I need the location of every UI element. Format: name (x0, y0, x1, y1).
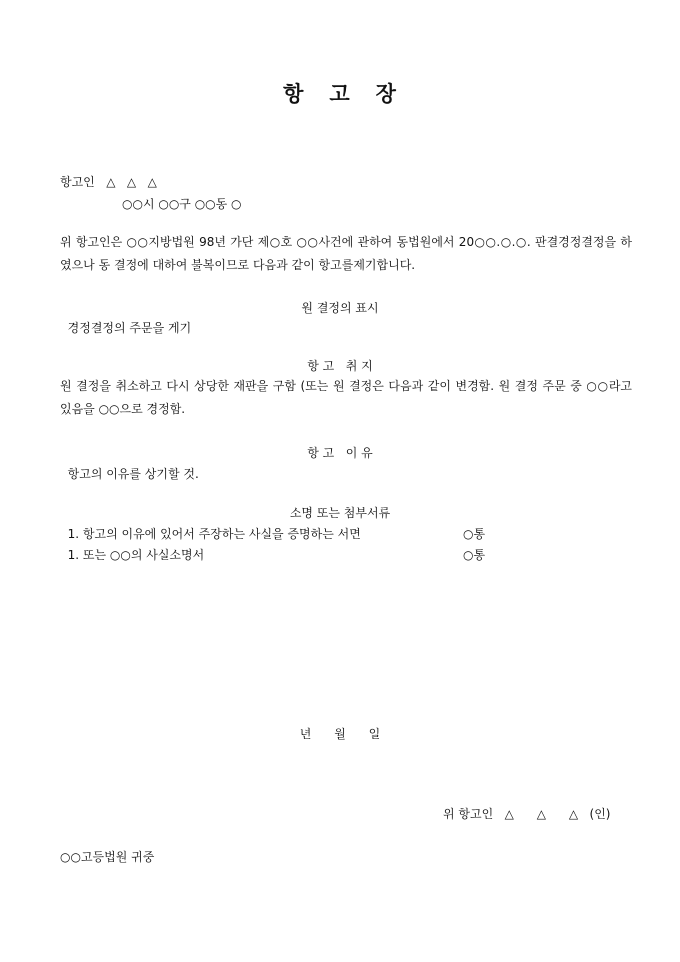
section-body-original-decision: 경정결정의 주문을 게기 (60, 321, 192, 335)
date-line: 년 월 일 (299, 727, 381, 741)
section-heading-original-decision: 원 결정의 표시 (301, 301, 379, 315)
document-title: 항 고 장 (283, 81, 397, 106)
section-heading-purpose: 항 고 취 지 (307, 359, 373, 373)
signature-line: 위 항고인 △ △ △ (인) (443, 807, 611, 821)
attachment-item-text: 1. 항고의 이유에 있어서 주장하는 사실을 증명하는 서면 (60, 527, 361, 541)
intro-paragraph: 위 항고인은 ○○지방법원 98년 가단 제○호 ○○사건에 관하여 동법원에서 20○○.○.○. 판결경정결정을 하였으나 동 결정에 대하여 불복이므로 다음과 같이 항고를제기합니다. (60, 235, 632, 272)
attachment-item-text: 1. 또는 ○○의 사실소명서 (60, 548, 205, 562)
section-body-reason: 항고의 이유를 상기할 것. (60, 467, 199, 481)
attachment-item-count: ○통 (463, 548, 486, 562)
court-addressee: ○○고등법원 귀중 (60, 850, 155, 864)
section-heading-reason: 항 고 이 유 (307, 446, 373, 460)
attachment-item-count: ○통 (463, 527, 486, 541)
appellant-address: ○○시 ○○구 ○○동 ○ (122, 197, 242, 211)
section-body-purpose: 원 결정을 취소하고 다시 상당한 재판을 구함 (또는 원 결정은 다음과 같이 변경함. 원 결정 주문 중 ○○라고 있음을 ○○으로 경정함. (60, 379, 632, 416)
section-heading-attachments: 소명 또는 첨부서류 (289, 506, 391, 520)
appellant-line: 항고인 △ △ △ (60, 175, 157, 189)
